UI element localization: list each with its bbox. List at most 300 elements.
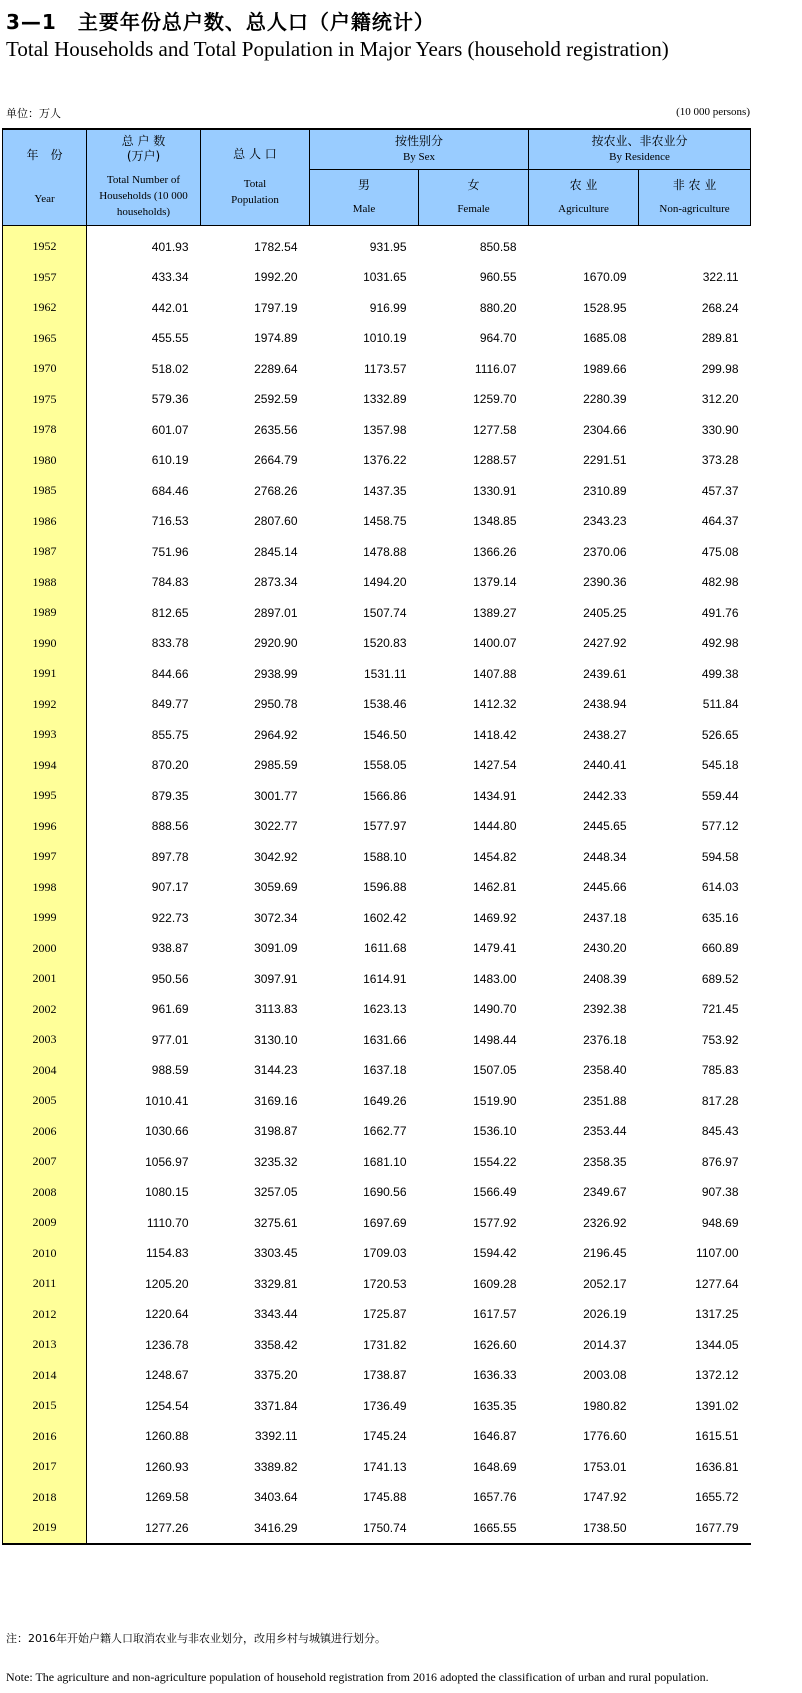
page-title-en: Total Households and Total Population in Major Years (household registration)	[6, 37, 669, 61]
cell-male: 1437.35	[363, 483, 407, 498]
cell-households: 961.69	[151, 1002, 189, 1017]
header-by-sex-cn: 按性别分	[395, 134, 444, 149]
table-row	[3, 1330, 751, 1361]
cell-female: 1462.81	[473, 880, 517, 895]
cell-year: 1952	[3, 225, 87, 262]
cell-households: 888.56	[151, 819, 189, 834]
cell-households: 1080.15	[145, 1185, 189, 1200]
cell-households: 784.83	[151, 575, 189, 590]
cell-households: 844.66	[151, 666, 189, 681]
table-row	[3, 872, 751, 903]
cell-agriculture: 1747.92	[583, 1490, 627, 1505]
cell-female: 1626.60	[473, 1337, 517, 1352]
cell-year: 1970	[3, 354, 87, 385]
cell-agriculture: 2405.25	[583, 605, 627, 620]
cell-male: 1357.98	[363, 422, 407, 437]
cell-non-agriculture	[639, 225, 751, 262]
cell-male: 1690.56	[363, 1185, 407, 1200]
cell-male: 1031.65	[363, 270, 407, 285]
cell-population: 3198.87	[254, 1124, 298, 1139]
cell-non-agriculture: 1317.25	[695, 1307, 739, 1322]
cell-male: 1596.88	[363, 880, 407, 895]
cell-agriculture: 2026.19	[583, 1307, 627, 1322]
cell-female: 1566.49	[473, 1185, 517, 1200]
cell-female: 1536.10	[473, 1124, 517, 1139]
cell-male: 1458.75	[363, 514, 407, 529]
cell-non-agriculture: 577.12	[701, 819, 739, 834]
cell-non-agriculture: 635.16	[701, 910, 739, 925]
cell-non-agriculture: 753.92	[701, 1032, 739, 1047]
table-row	[3, 659, 751, 690]
header-population-en: Total Population	[231, 178, 279, 207]
cell-households: 1236.78	[145, 1337, 189, 1352]
cell-households: 870.20	[151, 758, 189, 773]
cell-agriculture: 1528.95	[583, 300, 627, 315]
cell-year: 2006	[3, 1116, 87, 1147]
cell-male: 1588.10	[363, 849, 407, 864]
header-male-en: Male	[352, 203, 376, 215]
cell-agriculture: 2442.33	[583, 788, 627, 803]
cell-year: 1997	[3, 842, 87, 873]
cell-year: 1991	[3, 659, 87, 690]
header-agriculture	[529, 169, 639, 225]
cell-male: 1611.68	[364, 941, 407, 956]
cell-non-agriculture: 330.90	[701, 422, 739, 437]
cell-non-agriculture: 526.65	[701, 727, 739, 742]
cell-non-agriculture: 482.98	[701, 575, 739, 590]
cell-female: 1434.91	[473, 788, 517, 803]
cell-agriculture: 2440.41	[583, 758, 627, 773]
cell-non-agriculture: 817.28	[701, 1093, 739, 1108]
cell-female: 1407.88	[473, 666, 517, 681]
cell-agriculture: 2349.67	[583, 1185, 627, 1200]
cell-population: 2768.26	[254, 483, 298, 498]
cell-year: 1994	[3, 750, 87, 781]
cell-female: 1554.22	[473, 1154, 517, 1169]
cell-non-agriculture: 457.37	[701, 483, 739, 498]
cell-year: 2010	[3, 1238, 87, 1269]
cell-non-agriculture: 559.44	[701, 788, 739, 803]
cell-female: 1469.92	[473, 910, 517, 925]
table-row	[3, 225, 751, 262]
cell-households: 1030.66	[145, 1124, 189, 1139]
table-row	[3, 567, 751, 598]
table-row	[3, 1299, 751, 1330]
header-non-agriculture-en: Non-agriculture	[659, 203, 730, 215]
cell-non-agriculture: 660.89	[701, 941, 739, 956]
cell-agriculture: 2326.92	[583, 1215, 627, 1230]
table-row	[3, 415, 751, 446]
cell-female: 850.58	[479, 239, 517, 254]
cell-population: 3169.16	[254, 1093, 298, 1108]
cell-households: 579.36	[151, 392, 189, 407]
cell-male: 1010.19	[363, 331, 407, 346]
cell-female: 1379.14	[473, 575, 517, 590]
cell-female: 1617.57	[473, 1307, 517, 1322]
cell-agriculture: 2370.06	[583, 544, 627, 559]
cell-households: 1260.88	[145, 1429, 189, 1444]
header-population	[201, 129, 310, 225]
cell-agriculture: 2052.17	[583, 1276, 627, 1291]
cell-non-agriculture: 1655.72	[695, 1490, 739, 1505]
cell-population: 2950.78	[254, 697, 298, 712]
cell-non-agriculture: 1277.64	[695, 1276, 739, 1291]
cell-population: 3059.69	[254, 880, 298, 895]
cell-female: 1498.44	[473, 1032, 517, 1047]
table-header	[3, 129, 751, 225]
cell-population: 3371.84	[254, 1398, 298, 1413]
cell-households: 1248.67	[145, 1368, 189, 1383]
cell-non-agriculture: 785.83	[701, 1063, 739, 1078]
cell-male: 1731.82	[363, 1337, 407, 1352]
cell-households: 1154.83	[146, 1246, 189, 1261]
cell-agriculture: 2438.27	[583, 727, 627, 742]
cell-female: 1635.35	[473, 1398, 517, 1413]
cell-female: 1454.82	[473, 849, 517, 864]
page-title-cn: 3—1 主要年份总户数、总人口（户籍统计）	[6, 10, 435, 34]
cell-agriculture: 2437.18	[583, 910, 627, 925]
cell-female: 1657.76	[473, 1490, 517, 1505]
table-row	[3, 445, 751, 476]
cell-agriculture: 1776.60	[583, 1429, 627, 1444]
cell-households: 833.78	[151, 636, 189, 651]
header-households-cn: 总 户 数 (万户)	[121, 134, 166, 164]
table-row	[3, 842, 751, 873]
cell-households: 1254.54	[145, 1398, 189, 1413]
cell-agriculture: 1738.50	[529, 1513, 639, 1545]
cell-male: 931.95	[369, 239, 407, 254]
cell-agriculture: 1980.82	[583, 1398, 627, 1413]
cell-agriculture: 2353.44	[583, 1124, 627, 1139]
cell-households: 1220.64	[145, 1307, 189, 1322]
cell-year: 2013	[3, 1330, 87, 1361]
cell-male: 1538.46	[363, 697, 407, 712]
cell-households: 922.73	[151, 910, 189, 925]
cell-female: 1400.07	[473, 636, 517, 651]
cell-female: 1648.69	[473, 1459, 517, 1474]
unit-label-en: (10 000 persons)	[676, 106, 750, 118]
cell-year: 1990	[3, 628, 87, 659]
cell-non-agriculture: 322.11	[702, 270, 739, 285]
table-row	[3, 1513, 751, 1545]
cell-agriculture: 1989.66	[583, 361, 627, 376]
cell-year: 2004	[3, 1055, 87, 1086]
cell-agriculture: 2003.08	[583, 1368, 627, 1383]
cell-households: 684.46	[151, 483, 189, 498]
table-row	[3, 811, 751, 842]
header-agriculture-en: Agriculture	[558, 203, 609, 215]
cell-non-agriculture: 614.03	[701, 880, 739, 895]
table-row	[3, 506, 751, 537]
cell-population: 3257.05	[254, 1185, 298, 1200]
cell-year: 2000	[3, 933, 87, 964]
cell-agriculture: 2358.40	[583, 1063, 627, 1078]
cell-year: 1999	[3, 903, 87, 934]
cell-non-agriculture: 594.58	[701, 849, 739, 864]
cell-population: 3403.64	[254, 1490, 298, 1505]
cell-households: 1110.70	[146, 1215, 189, 1230]
header-by-sex	[310, 129, 529, 169]
cell-population: 3001.77	[254, 788, 298, 803]
cell-agriculture: 2408.39	[583, 971, 627, 986]
cell-female: 1366.26	[473, 544, 517, 559]
cell-male: 1546.50	[363, 727, 407, 742]
cell-agriculture: 2390.36	[583, 575, 627, 590]
cell-non-agriculture: 289.81	[701, 331, 739, 346]
table-row	[3, 1360, 751, 1391]
cell-population: 3042.92	[254, 849, 298, 864]
cell-population: 3144.23	[254, 1063, 298, 1078]
cell-female: 1646.87	[473, 1429, 517, 1444]
unit-label-cn: 单位：万人	[6, 107, 61, 120]
cell-population: 3329.81	[254, 1276, 298, 1291]
cell-year: 1986	[3, 506, 87, 537]
cell-male: 1697.69	[363, 1215, 407, 1230]
cell-female: 960.55	[479, 270, 517, 285]
cell-population: 2635.56	[254, 422, 298, 437]
cell-male: 1577.97	[363, 819, 407, 834]
header-year	[3, 129, 87, 225]
cell-agriculture: 2014.37	[583, 1337, 627, 1352]
cell-year: 1957	[3, 262, 87, 293]
cell-year: 2001	[3, 964, 87, 995]
cell-population: 2845.14	[254, 544, 298, 559]
table-row	[3, 1086, 751, 1117]
cell-male: 1602.42	[363, 910, 407, 925]
cell-agriculture	[529, 225, 639, 262]
cell-households: 907.17	[151, 880, 189, 895]
cell-households: 879.35	[151, 788, 189, 803]
cell-female: 1389.27	[473, 605, 517, 620]
cell-households: 716.53	[151, 514, 189, 529]
cell-population: 3130.10	[254, 1032, 298, 1047]
cell-female: 1636.33	[473, 1368, 517, 1383]
cell-population: 3072.34	[254, 910, 298, 925]
cell-agriculture: 2304.66	[583, 422, 627, 437]
header-by-sex-en: By Sex	[402, 151, 436, 164]
cell-female: 964.70	[479, 331, 517, 346]
cell-male: 1623.13	[363, 1002, 407, 1017]
table-row	[3, 933, 751, 964]
cell-households: 610.19	[151, 453, 189, 468]
cell-agriculture: 2392.38	[583, 1002, 627, 1017]
cell-non-agriculture: 312.20	[701, 392, 739, 407]
cell-households: 601.07	[151, 422, 189, 437]
cell-households: 950.56	[151, 971, 189, 986]
header-year-en: Year	[34, 193, 55, 206]
cell-year: 2009	[3, 1208, 87, 1239]
table-row	[3, 964, 751, 995]
cell-year: 2016	[3, 1421, 87, 1452]
table-row	[3, 720, 751, 751]
table-row	[3, 1269, 751, 1300]
cell-female: 1116.07	[474, 361, 517, 376]
cell-female: 1609.28	[473, 1276, 517, 1291]
cell-female: 1412.32	[473, 697, 517, 712]
cell-year: 1995	[3, 781, 87, 812]
cell-female: 1507.05	[473, 1063, 517, 1078]
table-row	[3, 384, 751, 415]
header-non-agriculture-cn: 非 农 业	[672, 178, 717, 192]
table-row	[3, 689, 751, 720]
header-non-agriculture	[639, 169, 751, 225]
cell-year: 2012	[3, 1299, 87, 1330]
cell-agriculture: 2445.66	[583, 880, 627, 895]
table-row	[3, 994, 751, 1025]
cell-households: 751.96	[151, 544, 189, 559]
cell-non-agriculture: 545.18	[701, 758, 739, 773]
table-row	[3, 1208, 751, 1239]
header-male	[310, 169, 419, 225]
cell-population: 3303.45	[254, 1246, 298, 1261]
cell-non-agriculture: 1372.12	[695, 1368, 739, 1383]
cell-non-agriculture: 373.28	[701, 453, 739, 468]
table-row	[3, 1147, 751, 1178]
cell-population: 2938.99	[254, 666, 298, 681]
cell-population: 2592.59	[254, 392, 298, 407]
cell-agriculture: 2430.20	[583, 941, 627, 956]
cell-population: 3091.09	[254, 941, 298, 956]
cell-year: 2008	[3, 1177, 87, 1208]
cell-male: 1649.26	[363, 1093, 407, 1108]
cell-female: 1259.70	[473, 392, 517, 407]
cell-agriculture: 2427.92	[583, 636, 627, 651]
cell-male: 916.99	[369, 300, 407, 315]
cell-agriculture: 1753.01	[583, 1459, 627, 1474]
cell-year: 1985	[3, 476, 87, 507]
header-agriculture-cn: 农 业	[569, 178, 598, 192]
cell-male: 1614.91	[363, 971, 407, 986]
header-households	[87, 129, 201, 225]
header-male-cn: 男	[357, 178, 370, 192]
cell-year: 2019	[3, 1513, 87, 1545]
cell-male: 1745.88	[363, 1490, 407, 1505]
cell-population: 3022.77	[254, 819, 298, 834]
cell-male: 1637.18	[363, 1063, 407, 1078]
cell-year: 2003	[3, 1025, 87, 1056]
cell-year: 1989	[3, 598, 87, 629]
cell-population: 3358.42	[254, 1337, 298, 1352]
cell-population: 3113.83	[255, 1002, 298, 1017]
cell-agriculture: 2439.61	[583, 666, 627, 681]
cell-year: 2017	[3, 1452, 87, 1483]
cell-non-agriculture: 1636.81	[695, 1459, 739, 1474]
cell-population: 3343.44	[254, 1307, 298, 1322]
cell-non-agriculture: 948.69	[701, 1215, 739, 1230]
cell-population: 3389.82	[254, 1459, 298, 1474]
cell-population: 3392.11	[255, 1429, 298, 1444]
cell-year: 1992	[3, 689, 87, 720]
cell-agriculture: 2291.51	[583, 453, 627, 468]
cell-households: 1277.26	[87, 1513, 201, 1545]
cell-female: 1483.00	[473, 971, 517, 986]
cell-male: 1736.49	[363, 1398, 407, 1413]
cell-female: 1490.70	[473, 1002, 517, 1017]
cell-agriculture: 2438.94	[583, 697, 627, 712]
cell-agriculture: 2196.45	[583, 1246, 627, 1261]
cell-male: 1709.03	[363, 1246, 407, 1261]
cell-male: 1507.74	[363, 605, 407, 620]
cell-population: 3416.29	[201, 1513, 310, 1545]
cell-male: 1332.89	[363, 392, 407, 407]
cell-households: 938.87	[151, 941, 189, 956]
footnote-en: Note: The agriculture and non-agriculture population of household registration from 2016 adopted the classification of urban and rural population.	[6, 1670, 709, 1684]
cell-non-agriculture: 299.98	[701, 361, 739, 376]
cell-female: 1277.58	[473, 422, 517, 437]
cell-male: 1173.57	[364, 361, 407, 376]
cell-year: 2014	[3, 1360, 87, 1391]
cell-year: 1993	[3, 720, 87, 751]
cell-female: 1444.80	[473, 819, 517, 834]
cell-non-agriculture: 499.38	[701, 666, 739, 681]
cell-female: 1479.41	[473, 941, 517, 956]
cell-year: 1996	[3, 811, 87, 842]
cell-male: 1531.11	[364, 666, 407, 681]
cell-agriculture: 2358.35	[583, 1154, 627, 1169]
table-row	[3, 750, 751, 781]
footnote-cn: 注：2016年开始户籍人口取消农业与非农业划分，改用乡村与城镇进行划分。	[6, 1632, 386, 1645]
table-row	[3, 598, 751, 629]
cell-non-agriculture: 1344.05	[695, 1337, 739, 1352]
header-female-cn: 女	[467, 178, 480, 192]
cell-population: 3375.20	[254, 1368, 298, 1383]
table-row	[3, 354, 751, 385]
cell-agriculture: 2280.39	[583, 392, 627, 407]
cell-households: 897.78	[151, 849, 189, 864]
cell-population: 3275.61	[254, 1215, 298, 1230]
cell-population: 2920.90	[254, 636, 298, 651]
cell-households: 977.01	[151, 1032, 189, 1047]
cell-male: 1376.22	[363, 453, 407, 468]
cell-non-agriculture: 876.97	[701, 1154, 739, 1169]
header-by-residence-cn: 按农业、非农业分	[591, 134, 688, 149]
cell-year: 1965	[3, 323, 87, 354]
cell-female: 1519.90	[473, 1093, 517, 1108]
cell-male: 1520.83	[363, 636, 407, 651]
cell-male: 1750.74	[310, 1513, 419, 1545]
cell-female: 1594.42	[473, 1246, 517, 1261]
cell-male: 1494.20	[363, 575, 407, 590]
cell-population: 2289.64	[254, 361, 298, 376]
cell-non-agriculture: 907.38	[701, 1185, 739, 1200]
cell-households: 812.65	[151, 605, 189, 620]
cell-non-agriculture: 464.37	[701, 514, 739, 529]
cell-population: 2873.34	[254, 575, 298, 590]
cell-female: 1427.54	[473, 758, 517, 773]
header-female	[419, 169, 529, 225]
cell-non-agriculture: 1677.79	[639, 1513, 751, 1545]
table-row	[3, 537, 751, 568]
cell-agriculture: 1685.08	[583, 331, 627, 346]
cell-year: 2002	[3, 994, 87, 1025]
table-row	[3, 781, 751, 812]
cell-male: 1741.13	[363, 1459, 407, 1474]
cell-male: 1725.87	[363, 1307, 407, 1322]
cell-female: 1348.85	[473, 514, 517, 529]
header-by-residence	[529, 129, 751, 169]
cell-non-agriculture: 511.84	[702, 697, 739, 712]
cell-households: 455.55	[151, 331, 189, 346]
table-row	[3, 1055, 751, 1086]
cell-agriculture: 2445.65	[583, 819, 627, 834]
cell-male: 1745.24	[363, 1429, 407, 1444]
header-by-residence-en: By Residence	[609, 151, 670, 164]
table-row	[3, 293, 751, 324]
cell-female: 1418.42	[473, 727, 517, 742]
cell-agriculture: 2343.23	[583, 514, 627, 529]
cell-households: 855.75	[151, 727, 189, 742]
cell-households: 1269.58	[145, 1490, 189, 1505]
